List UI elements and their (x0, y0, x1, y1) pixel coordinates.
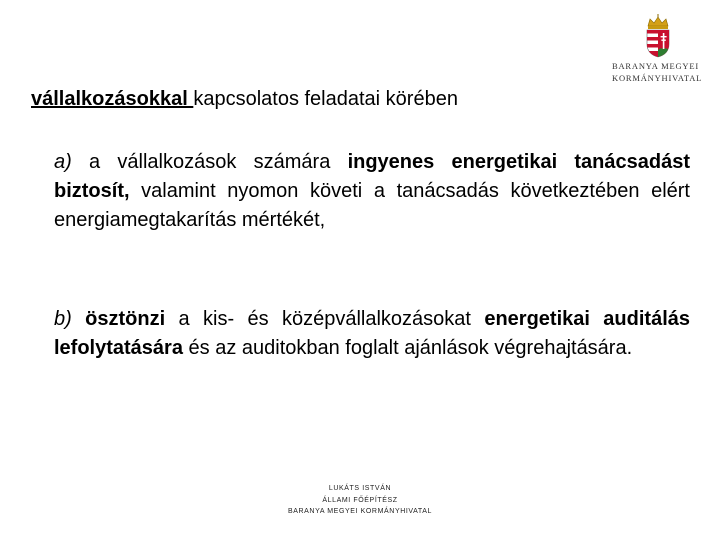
item-b-text-2: és az auditokban foglalt ajánlások végrehajtására. (182, 337, 633, 359)
item-b-bold-2: energetikai auditálás lefolytatására (54, 308, 690, 359)
logo-text-office: KORMÁNYHIVATAL (612, 73, 703, 83)
hungarian-coat-of-arms-icon (642, 14, 674, 58)
footer-author: LUKÁTS ISTVÁN (328, 485, 392, 492)
item-a-text-2: valamint nyomon követi a tanácsadás következtében elért energiamegtakarítás mértékét, (54, 180, 690, 231)
item-b-marker: b) (54, 308, 72, 330)
heading-rest: kapcsolatos feladatai körében (193, 88, 458, 110)
heading-underlined: vállalkozásokkal (31, 88, 194, 110)
footer-office: BARANYA MEGYEI KORMÁNYHIVATAL (287, 508, 433, 515)
item-a-text-1: a vállalkozások számára (71, 151, 348, 173)
office-logo (612, 14, 704, 84)
list-item-a (54, 148, 690, 235)
item-a-bold-1: ingyenes energetikai tanácsadást biztosít, (54, 151, 690, 202)
section-heading (31, 88, 458, 111)
logo-text-county: BARANYA MEGYEI (612, 61, 699, 71)
footer-title: ÁLLAMI FŐÉPÍTÉSZ (322, 497, 398, 504)
item-b-text-1: a kis- és középvállalkozásokat (165, 308, 485, 330)
list-item-b (54, 305, 690, 363)
item-a-marker: a) (54, 151, 72, 173)
item-b-bold-1: ösztönzi (85, 308, 166, 330)
